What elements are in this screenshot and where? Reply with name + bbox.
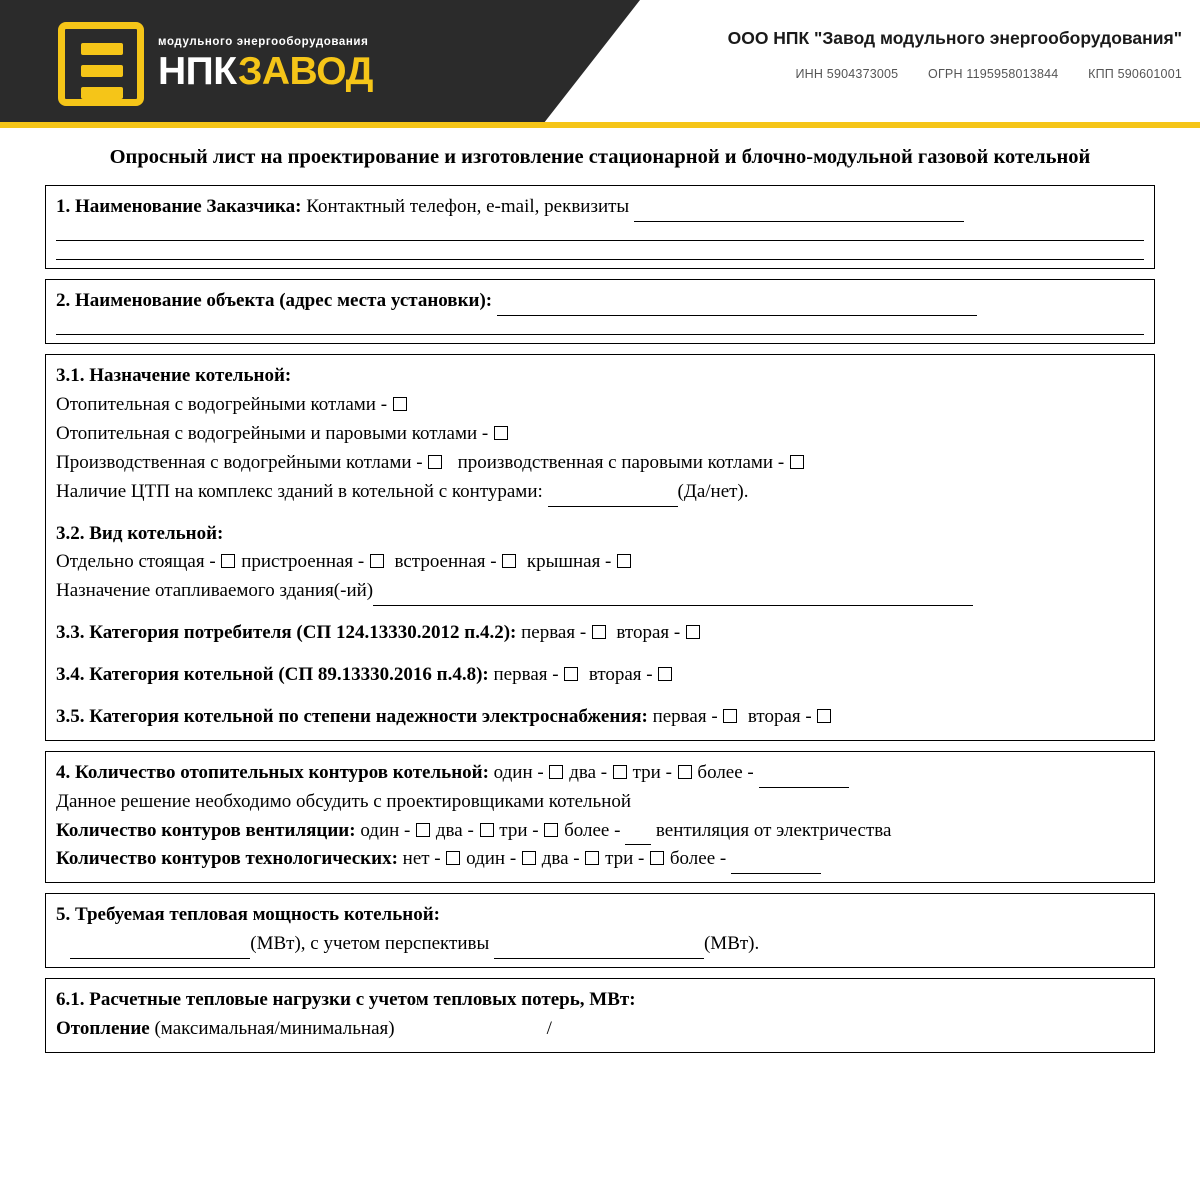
ctp-row [56,478,1144,507]
spacer-4 [56,690,1144,703]
purpose-option-1-label: Отопительная с водогрейными котлами - [56,394,388,416]
boiler-type-checkbox-attached[interactable] [370,554,384,568]
thermal-power-row [56,930,1144,959]
purpose-checkbox-1[interactable] [393,397,407,411]
section-6-1-label: 6.1. Расчетные тепловые нагрузки с учетом тепловых потерь, МВт: [56,989,636,1011]
vent-checkbox-three[interactable] [544,823,558,837]
vent-two-label: два - [435,819,474,841]
section-thermal-loads [45,978,1155,1053]
company-name: ООО НПК "Завод модульного энергооборудования" [727,28,1182,48]
tech-checkbox-one[interactable] [522,851,536,865]
company-ogrn: ОГРН 1195958013844 [928,67,1059,81]
purpose-option-3a-label: Производственная с водогрейными котлами - [56,451,423,473]
power-cat-second-label: вторая - [747,705,812,727]
boiler-type-1-label: Отдельно стоящая - [56,551,216,573]
purpose-checkbox-3b[interactable] [790,455,804,469]
spacer-1 [56,507,1144,520]
boiler-type-checkbox-roof[interactable] [617,554,631,568]
vent-one-label: один - [360,819,411,841]
consumer-cat-first-label: первая - [521,622,587,644]
page-header [0,0,1200,128]
logo-zavod: ЗАВОД [237,50,373,94]
tech-checkbox-none[interactable] [446,851,460,865]
vent-checkbox-two[interactable] [480,823,494,837]
boiler-type-3-label: встроенная - [394,551,497,573]
section-boiler-purpose [45,354,1155,741]
thermal-power-unit-2: (МВт). [703,933,760,955]
logo-text [158,37,373,92]
boiler-type-4-label: крышная - [526,551,612,573]
company-details [728,28,1182,81]
header-accent-bar [0,122,1200,128]
company-inn: ИНН 5904373005 [795,67,899,81]
thermal-power-input-1[interactable] [70,939,250,959]
boiler-cat-second-label: вторая - [588,664,653,686]
section-3-3 [56,619,1144,648]
heating-load-hint: (максимальная/минимальная) [154,1017,395,1039]
spacer-2 [56,606,1144,619]
section-3-4-label: 3.4. Категория котельной (СП 89.13330.2016 п.4.8): [56,664,489,686]
tech-one-label: один - [466,848,517,870]
heating-three-label: три - [632,761,672,783]
section-circuits [45,751,1155,884]
ctp-label: Наличие ЦТП на комплекс зданий в котельной с контурами: [56,480,543,502]
customer-input-2[interactable] [56,226,1144,241]
purpose-option-3 [56,449,1144,478]
section-3-4 [56,661,1144,690]
section-1-hint: Контактный телефон, e-mail, реквизиты [306,196,630,218]
spacer-3 [56,648,1144,661]
heating-two-label: два - [569,761,608,783]
customer-input-1[interactable] [634,202,964,222]
boiler-type-checkbox-detached[interactable] [221,554,235,568]
customer-input-3[interactable] [56,245,1144,260]
ctp-hint: (Да/нет). [677,480,749,502]
purpose-option-1 [56,391,1144,420]
tech-none-label: нет - [402,848,441,870]
ventilation-circuits-row [56,817,1144,846]
technological-circuits-row [56,845,1144,874]
building-purpose-label: Назначение отапливаемого здания(-ий) [56,580,374,602]
thermal-power-unit-1: (МВт), с учетом перспективы [250,933,490,955]
logo-subtitle: модульного энергооборудования [158,35,369,48]
form-content [45,171,1155,1052]
section-object [45,279,1155,344]
boiler-type-row [56,548,1144,577]
page-title: Опросный лист на проектирование и изготовление стационарной и блочно-модульной газовой котельной [109,146,1091,168]
purpose-option-2 [56,420,1144,449]
section-3-5 [56,703,1144,732]
purpose-checkbox-2[interactable] [494,426,508,440]
section-3-3-label: 3.3. Категория потребителя (СП 124.13330.2012 п.4.2): [56,622,517,644]
thermal-power-input-2[interactable] [494,939,704,959]
boiler-type-2-label: пристроенная - [241,551,365,573]
power-cat-first-label: первая - [652,705,718,727]
logo-mark-icon [58,22,144,106]
section-1-label: 1. Наименование Заказчика: [56,196,302,218]
logo-wordmark [158,50,373,94]
consumer-cat-second-label: вторая - [616,622,681,644]
section-3-5-label: 3.5. Категория котельной по степени надежности электроснабжения: [56,705,648,727]
logo-npk: НПК [158,50,238,94]
heating-circuits-row [56,759,1144,788]
object-input-2[interactable] [56,320,1144,335]
tech-two-label: два - [541,848,580,870]
circuits-note: Данное решение необходимо обсудить с проектировщиками котельной [56,790,632,812]
company-kpp: КПП 590601001 [1088,67,1182,81]
section-customer [45,185,1155,269]
section-2-label: 2. Наименование объекта (адрес места установки): [56,290,493,312]
power-cat-checkbox-first[interactable] [723,709,737,723]
building-purpose-row [56,577,1144,606]
vent-more-input[interactable] [625,826,651,846]
tech-checkbox-two[interactable] [585,851,599,865]
building-purpose-input[interactable] [373,586,973,606]
boiler-cat-first-label: первая - [493,664,559,686]
section-3-2-label: 3.2. Вид котельной: [56,522,224,544]
tech-more-label: более - [669,848,727,870]
tech-three-label: три - [605,848,645,870]
heating-one-label: один - [493,761,544,783]
company-requisites [728,67,1182,81]
heating-load-label: Отопление [56,1017,150,1039]
ctp-input[interactable] [548,487,678,507]
section-3-1-label: 3.1. Назначение котельной: [56,365,292,387]
technological-label: Количество контуров технологических: [56,848,398,870]
company-logo [58,22,373,106]
tech-more-input[interactable] [731,854,821,874]
purpose-checkbox-3a[interactable] [428,455,442,469]
consumer-cat-checkbox-second[interactable] [686,625,700,639]
vent-checkbox-one[interactable] [416,823,430,837]
boiler-cat-checkbox-second[interactable] [658,667,672,681]
tech-checkbox-three[interactable] [650,851,664,865]
heating-load-row [56,1015,1144,1044]
purpose-option-3b-label: производственная с паровыми котлами - [457,451,785,473]
object-input-1[interactable] [497,296,977,316]
vent-three-label: три - [499,819,539,841]
heating-checkbox-three[interactable] [678,765,692,779]
heating-more-label: более - [697,761,754,783]
purpose-option-2-label: Отопительная с водогрейными и паровыми котлами - [56,422,489,444]
vent-more-label: более - [564,819,621,841]
heating-checkbox-one[interactable] [549,765,563,779]
ventilation-label: Количество контуров вентиляции: [56,819,356,841]
heating-load-separator: / [546,1017,552,1039]
section-4-label: 4. Количество отопительных контуров котельной: [56,761,489,783]
consumer-cat-checkbox-first[interactable] [592,625,606,639]
section-thermal-power [45,893,1155,968]
boiler-type-checkbox-builtin[interactable] [502,554,516,568]
heating-more-input[interactable] [759,768,849,788]
vent-electric-note: вентиляция от электричества [655,819,892,841]
power-cat-checkbox-second[interactable] [817,709,831,723]
section-5-label: 5. Требуемая тепловая мощность котельной: [56,904,440,926]
boiler-cat-checkbox-first[interactable] [564,667,578,681]
heating-checkbox-two[interactable] [613,765,627,779]
